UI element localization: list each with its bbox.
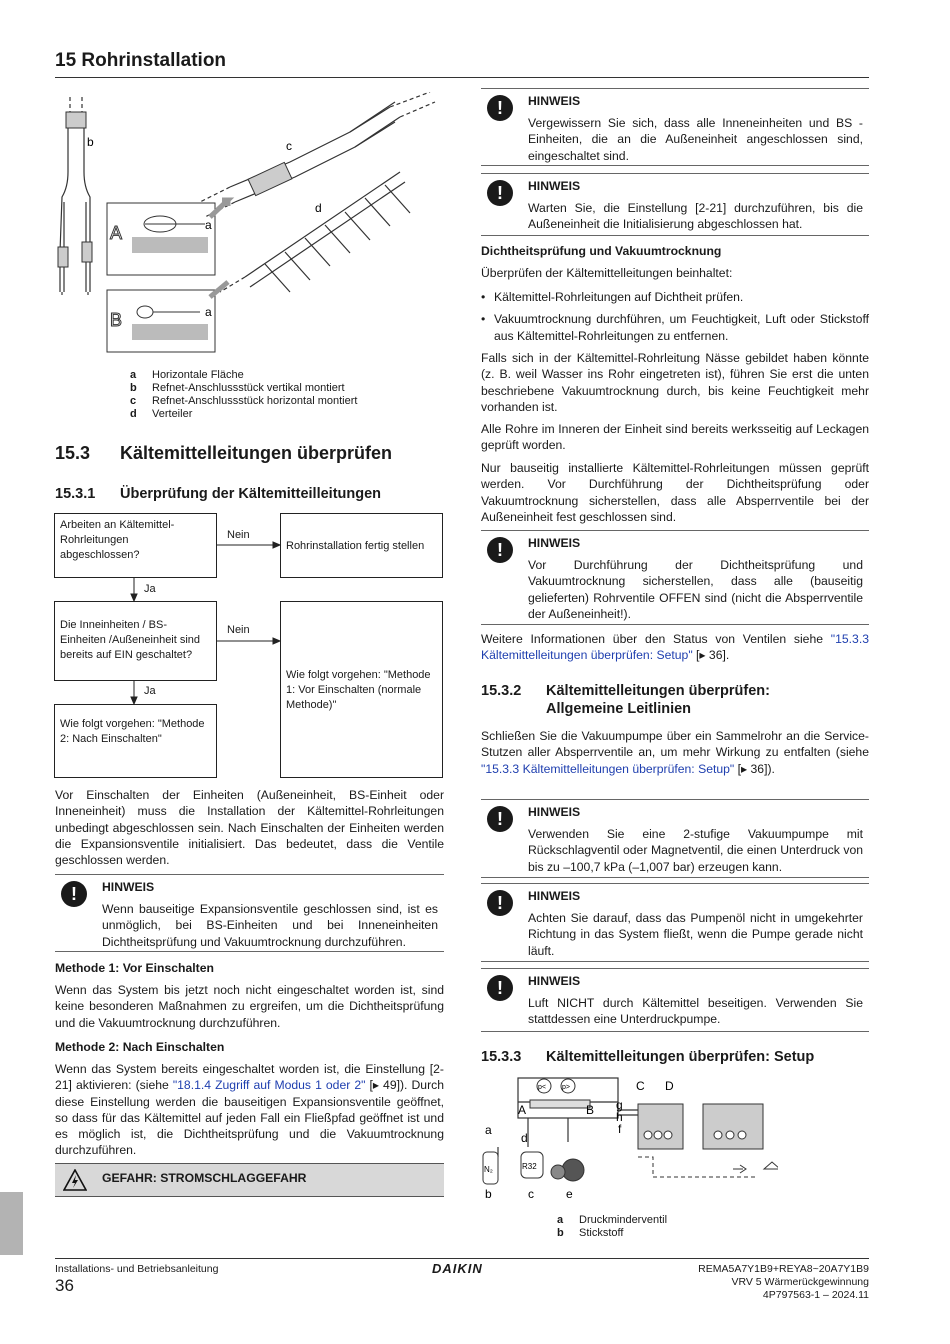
label-a: a: [485, 1123, 492, 1137]
flow-question-2: Die Inneinheiten / BS-Einheiten /Außeneinheit sind bereits auf EIN geschaltet?: [54, 601, 217, 681]
note-box: [481, 883, 869, 962]
warning-icon: !: [487, 890, 513, 916]
label-d: d: [521, 1131, 528, 1145]
label-B: B: [586, 1103, 595, 1117]
method1-title: Methode 1: Vor Einschalten: [55, 961, 214, 975]
section-number: 15.3: [55, 443, 91, 463]
note-text: Luft NICHT durch Kältemittel beseitigen. Verwenden Sie stattdessen eine Unterdruckpumpe.: [528, 996, 863, 1027]
legend-item: b Refnet-Anschlussstück vertikal montiert: [130, 382, 345, 394]
subsection-title: Kältemittelleitungen überprüfen: Setup: [546, 1049, 815, 1065]
subsection-title: Kältemittelleitungen überprüfen: Allgemeine Leitlinien: [546, 683, 770, 717]
legend-item: a Horizontale Fläche: [130, 369, 244, 381]
link-15-3-3-setup[interactable]: "15.3.3 Kältemittelleitungen überprüfen: Setup": [481, 761, 735, 776]
leak-vacuum-title: Dichtheitsprüfung und Vakuumtrocknung: [481, 244, 722, 258]
note-box: [481, 88, 869, 166]
label-c: c: [528, 1187, 534, 1201]
legend-item: b Stickstoff: [557, 1227, 624, 1239]
electric-hazard-icon: [63, 1169, 87, 1191]
paragraph: Schließen Sie die Vakuumpumpe über ein Sammelrohr an die Service-Stutzen aller Absperrventile an, um mehr Wirkung zu entfalten (siehe "15.3.3 Kältemittelleitungen überprüfen: Setup" [▸ 36]).: [481, 729, 869, 776]
note-title: HINWEIS: [528, 805, 581, 819]
note-title: HINWEIS: [528, 974, 581, 988]
method2-text: Wenn das System bereits eingeschaltet worden ist, die Einstellung [2-21] aktivieren: (siehe "18.1.4 Zugriff auf Modus 1 oder 2" [▸ 49]). Durch diese Einstellung werden die bauseitigen Expansionsventile geöffnet, so dass für das Kältemittel auf jeden Fall ein Fließpfad geöffnet ist und es möglich ist, die Dichtheitsprüfung und die Vakuumtrocknung durchzuführen.: [55, 1062, 444, 1158]
daikin-logo: DAIKIN: [432, 1261, 483, 1276]
label-b: b: [87, 135, 94, 149]
subsection-title: Überprüfung der Kältemitteilleitungen: [120, 486, 382, 502]
label-a2: a: [205, 305, 212, 319]
flow-question-1: Arbeiten an Kältemittel-Rohrleitungen abgeschlossen?: [54, 513, 217, 578]
danger-title: GEFAHR: STROMSCHLAGGEFAHR: [102, 1171, 307, 1185]
figure-legend: [130, 369, 357, 421]
paragraph: Nur bauseitig installierte Kältemittel-Rohrleitungen müssen geprüft werden. Vor Durchführung der Dichtheitsprüfung oder Vakuumtrocknung sicherstellen, dass alle Absperrventile bei der Außeneinheit fest geschlossen sind.: [481, 461, 869, 524]
flow-arrows: [54, 513, 446, 778]
label-c: c: [286, 139, 292, 153]
footer-model: REMA5A7Y1B9+REYA8~20A7Y1B9: [698, 1263, 869, 1275]
nitrogen-label: N₂: [484, 1165, 493, 1174]
section-title: Kältemittelleitungen überprüfen: [120, 443, 393, 463]
label-D: D: [665, 1079, 674, 1093]
label-f: f: [618, 1122, 622, 1136]
warning-icon: !: [487, 975, 513, 1001]
flow-no-1: Nein: [227, 529, 250, 541]
warning-icon: !: [487, 95, 513, 121]
legend-item: d Verteiler: [130, 408, 193, 420]
danger-box: [55, 1163, 444, 1197]
method1-text: Wenn das System bis jetzt noch nicht eingeschaltet worden ist, sind keine besonderen Maßnahmen zu ergreifen, um die Dichtheitsprüfung und die Vakuumtrocknung durchzuführen.: [55, 983, 444, 1030]
legend-item: a Druckminderventil: [557, 1214, 668, 1226]
label-d: d: [315, 201, 322, 215]
note-text: Vergewissern Sie sich, dass alle Inneneinheiten und BS -Einheiten, die an die Außeneinheit angeschlossen sind, eingeschaltet sind.: [528, 116, 863, 163]
warning-icon: !: [487, 180, 513, 206]
subsection-number: 15.3.2: [481, 683, 522, 699]
flow-result-1: Rohrinstallation fertig stellen: [280, 513, 443, 578]
warning-icon: !: [487, 806, 513, 832]
footer-product: VRV 5 Wärmerückgewinnung: [731, 1276, 869, 1288]
note-box: [481, 530, 869, 625]
footer-code: 4P797563-1 – 2024.11: [762, 1289, 869, 1301]
warning-icon: !: [487, 537, 513, 563]
note-title: HINWEIS: [528, 536, 581, 550]
info-paragraph: Weitere Informationen über den Status von Ventilen siehe "15.3.3 Kältemittelleitungen überprüfen: Setup" [▸ 36].: [481, 632, 869, 663]
note-title: HINWEIS: [528, 94, 581, 108]
pressure-low-label: p<: [538, 1084, 546, 1091]
refnet-illustration: [50, 92, 450, 362]
footer-doc-title: Installations- und Betriebsanleitung: [55, 1263, 219, 1275]
setup-legend: [557, 1214, 667, 1240]
label-b: b: [485, 1187, 492, 1201]
subsection-number: 15.3.1: [55, 486, 96, 502]
flow-yes-1: Ja: [144, 583, 156, 595]
note-title: HINWEIS: [528, 179, 581, 193]
warning-icon: !: [61, 881, 87, 907]
note-text: Warten Sie, die Einstellung [2-21] durchzuführen, bis die Außeneinheit die Initialisierung abgeschlossen hat.: [528, 201, 863, 232]
note-text: Verwenden Sie eine 2-stufige Vakuumpumpe mit Rückschlagventil oder Magnetventil, die einen Unterdruck von bis zu –100,7 kPa (–1,007 bar) erzeugen kann.: [528, 827, 863, 874]
paragraph: Falls sich in der Kältemittel-Rohrleitung Nässe gebildet haben könnte (z. B. weil Wasser ins Rohr eingetreten ist), führen Sie erst die unten beschriebene Vakuumtrocknung durch, bis keine Feuchtigkeit mehr vorhanden ist.: [481, 351, 869, 414]
subsection-number: 15.3.3: [481, 1049, 522, 1065]
method2-title: Methode 2: Nach Einschalten: [55, 1040, 225, 1054]
pressure-high-label: p>: [562, 1084, 570, 1091]
label-A: A: [518, 1103, 527, 1117]
footer-rule: [55, 1258, 869, 1259]
note-text: Achten Sie darauf, dass das Pumpenöl nicht in umgekehrter Richtung in das System fließt, wenn die Pumpe gerade nicht läuft.: [528, 911, 863, 958]
flow-yes-2: Ja: [144, 685, 156, 697]
page-title: 15 Rohrinstallation: [55, 50, 227, 71]
refrigerant-label: R32: [522, 1162, 537, 1171]
label-a1: a: [205, 218, 212, 232]
note-title: HINWEIS: [528, 889, 581, 903]
note-text: Wenn bauseitige Expansionsventile geschlossen sind, ist es unmöglich, bei BS-Einheiten und bei Inneneinheiten Dichtheitsprüfung und Vakuumtrocknung durchzuführen.: [102, 902, 438, 949]
label-e: e: [566, 1187, 573, 1201]
label-h: h: [616, 1110, 623, 1124]
note-box: [481, 799, 869, 878]
flow-no-2: Nein: [227, 624, 250, 636]
link-15-3-3[interactable]: "15.3.3 Kältemittelleitungen überprüfen: Setup": [481, 632, 869, 663]
flow-result-3: Wie folgt vorgehen: "Methode 2: Nach Einschalten": [54, 704, 217, 778]
flowchart: [54, 513, 446, 778]
legend-item: c Refnet-Anschlussstück horizontal montiert: [130, 395, 358, 407]
label-box-b: B: [110, 310, 123, 330]
leak-vacuum-intro: Überprüfen der Kältemittelleitungen beinhaltet:: [481, 266, 733, 280]
chapter-tab: [0, 1192, 23, 1255]
link-18-1-4[interactable]: "18.1.4 Zugriff auf Modus 1 oder 2": [172, 1078, 366, 1093]
page-number: 36: [55, 1276, 74, 1295]
label-g: g: [616, 1098, 623, 1112]
note-box: [481, 173, 869, 236]
intro-paragraph: Vor Einschalten der Einheiten (Außeneinheit, BS-Einheit oder Inneneinheit) muss die Installation der Kältemittel-Rohrleitungen unbedingt abgeschlossen sein. Nach Einschalten der Einheiten werden die Expansionsventile initialisiert. Das bedeutet, dass die Ventile geschlossen werden.: [55, 788, 444, 868]
note-box: [481, 968, 869, 1032]
bullet-list: [481, 289, 869, 344]
list-item: • Kältemittel-Rohrleitungen auf Dichtheit prüfen.: [481, 290, 744, 304]
note-text: Vor Durchführung der Dichtheitsprüfung und Vakuumtrocknung sicherstellen, dass alle (bauseitig gelieferten) Rohrventile OFFEN sind (nicht die Absperrventile der Außeneinheit!).: [528, 558, 863, 621]
note-title: HINWEIS: [102, 880, 155, 894]
title-rule: [55, 77, 869, 78]
note-box: [55, 874, 444, 952]
label-box-a: A: [110, 223, 123, 243]
flow-result-2: Wie folgt vorgehen: "Methode 1: Vor Einschalten (normale Methode)": [280, 601, 443, 778]
setup-diagram: [478, 1072, 778, 1207]
label-C: C: [636, 1079, 645, 1093]
paragraph: Alle Rohre im Inneren der Einheit sind bereits werksseitig auf Leckagen geprüft worden.: [481, 422, 869, 453]
list-item: • Vakuumtrocknung durchführen, um Feuchtigkeit, Luft oder Stickstoff aus Kältemittel-Rohrleitungen zu entfernen.: [481, 312, 869, 343]
